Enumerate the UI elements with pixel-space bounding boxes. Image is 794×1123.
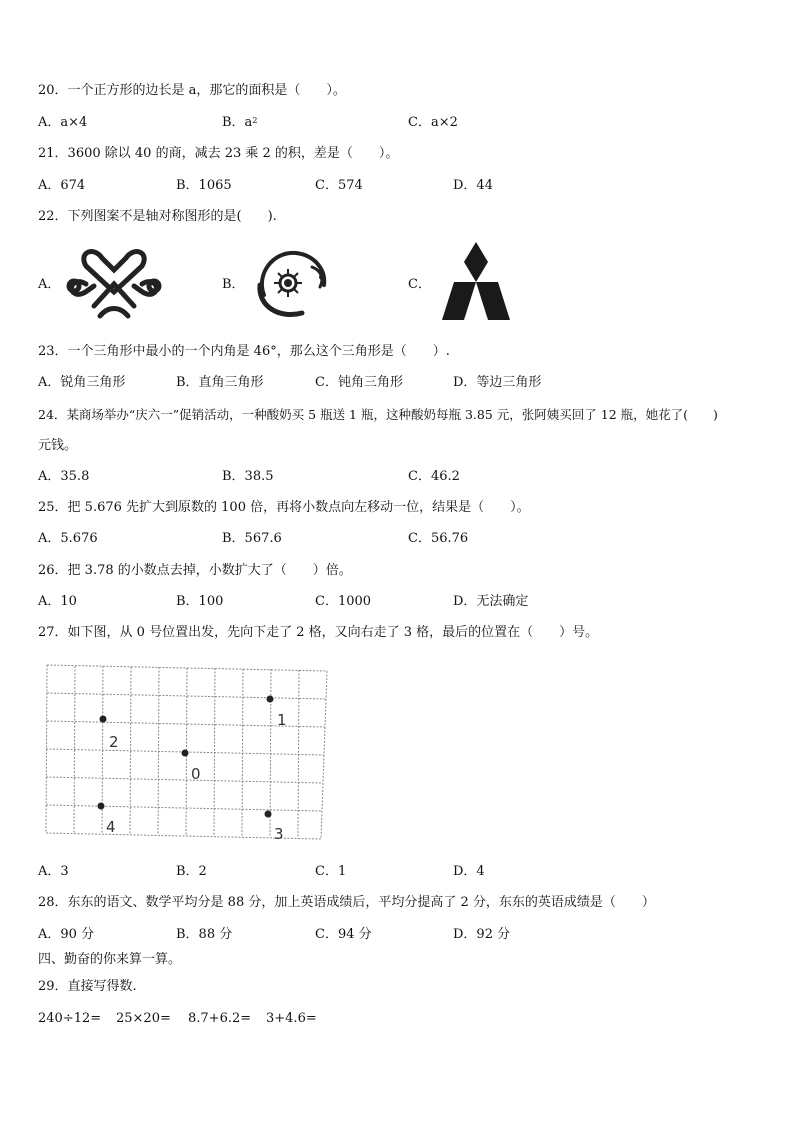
q27-option-d: D．4 bbox=[453, 864, 485, 879]
q26-option-b: B．100 bbox=[176, 594, 224, 609]
q22-option-c: C． bbox=[408, 277, 431, 292]
q21-option-d: D．44 bbox=[453, 178, 493, 193]
q27-option-b: B．2 bbox=[176, 864, 207, 879]
q24-option-a: A．35.8 bbox=[38, 469, 90, 484]
grid-points bbox=[98, 696, 274, 818]
q22-option-a: A． bbox=[38, 277, 61, 292]
q29-stem: 29．直接写得数. bbox=[38, 979, 137, 994]
q26-option-d: D．无法确定 bbox=[453, 594, 529, 609]
q26-option-c: C．1000 bbox=[315, 594, 372, 609]
q24-option-b: B．38.5 bbox=[222, 469, 274, 484]
grid-label-2: 2 bbox=[109, 733, 119, 751]
q28-option-a: A．90 分 bbox=[38, 927, 95, 942]
q21-option-b: B．1065 bbox=[176, 178, 232, 193]
q27-option-c: C．1 bbox=[315, 864, 347, 879]
q23-stem: 23．一个三角形中最小的一个内角是 46°，那么这个三角形是（ ）. bbox=[38, 344, 450, 359]
q28-stem: 28．东东的语文、数学平均分是 88 分，加上英语成绩后，平均分提高了 2 分，东东的英语成绩是（ ） bbox=[38, 895, 655, 910]
grid-label-0: 0 bbox=[191, 765, 201, 783]
q26-option-a: A．10 bbox=[38, 594, 77, 609]
position-grid-diagram bbox=[44, 662, 329, 842]
section-4-title: 四、勤奋的你来算一算。 bbox=[38, 952, 182, 967]
q24-stem: 24．某商场举办“庆六一”促销活动，一种酸奶买 5 瓶送 1 瓶，这种酸奶每瓶 3.85 元，张阿姨买回了 12 瓶，她花了( ) bbox=[38, 407, 718, 422]
q28-option-d: D．92 分 bbox=[453, 927, 511, 942]
q20-option-c: C．a×2 bbox=[408, 115, 458, 130]
q20-option-b bbox=[222, 114, 257, 132]
q24-option-c: C．46.2 bbox=[408, 469, 460, 484]
q25-stem: 25．把 5.676 先扩大到原数的 100 倍，再将小数点向左移动一位，结果是（ ）。 bbox=[38, 500, 530, 515]
q23-option-a: A．锐角三角形 bbox=[38, 375, 126, 390]
chinese-knot-pattern-icon bbox=[64, 246, 164, 320]
three-diamond-pattern-icon bbox=[436, 240, 516, 322]
q20-option-b-text: B．a bbox=[222, 115, 253, 130]
q23-option-c: C．钝角三角形 bbox=[315, 375, 403, 390]
q21-option-a: A．674 bbox=[38, 178, 86, 193]
q29-item-1: 240÷12= bbox=[38, 1011, 102, 1026]
q29-item-3: 8.7+6.2= bbox=[188, 1011, 252, 1026]
q20-stem: 20．一个正方形的边长是 a，那它的面积是（ ）。 bbox=[38, 83, 346, 98]
q29-item-2: 25×20= bbox=[116, 1011, 171, 1026]
q24-stem-continued: 元钱。 bbox=[38, 438, 78, 453]
q28-option-b: B．88 分 bbox=[176, 927, 233, 942]
q22-option-b: B． bbox=[222, 277, 245, 292]
grid-label-4: 4 bbox=[106, 818, 116, 836]
q23-option-d: D．等边三角形 bbox=[453, 375, 542, 390]
q21-option-c: C．574 bbox=[315, 178, 363, 193]
q25-option-b: B．567.6 bbox=[222, 531, 282, 546]
q25-option-a: A．5.676 bbox=[38, 531, 98, 546]
q29-item-4: 3+4.6= bbox=[266, 1011, 317, 1026]
q27-option-a: A．3 bbox=[38, 864, 69, 879]
q26-stem: 26．把 3.78 的小数点去掉，小数扩大了（ ）倍。 bbox=[38, 563, 352, 578]
q27-stem: 27．如下图，从 0 号位置出发，先向下走了 2 格，又向右走了 3 格，最后的位置在（ ）号。 bbox=[38, 625, 599, 640]
q21-stem: 21．3600 除以 40 的商，减去 23 乘 2 的积，差是（ ）。 bbox=[38, 146, 399, 161]
q25-option-c: C．56.76 bbox=[408, 531, 469, 546]
q20-option-b-exponent: 2 bbox=[252, 116, 258, 125]
grid-label-3: 3 bbox=[274, 825, 284, 842]
q28-option-c: C．94 分 bbox=[315, 927, 372, 942]
q23-option-b: B．直角三角形 bbox=[176, 375, 264, 390]
grid-label-1: 1 bbox=[277, 711, 287, 729]
swirl-emblem-pattern-icon bbox=[250, 245, 334, 323]
q22-stem: 22．下列图案不是轴对称图形的是( ). bbox=[38, 209, 277, 224]
q20-option-a: A．a×4 bbox=[38, 115, 88, 130]
